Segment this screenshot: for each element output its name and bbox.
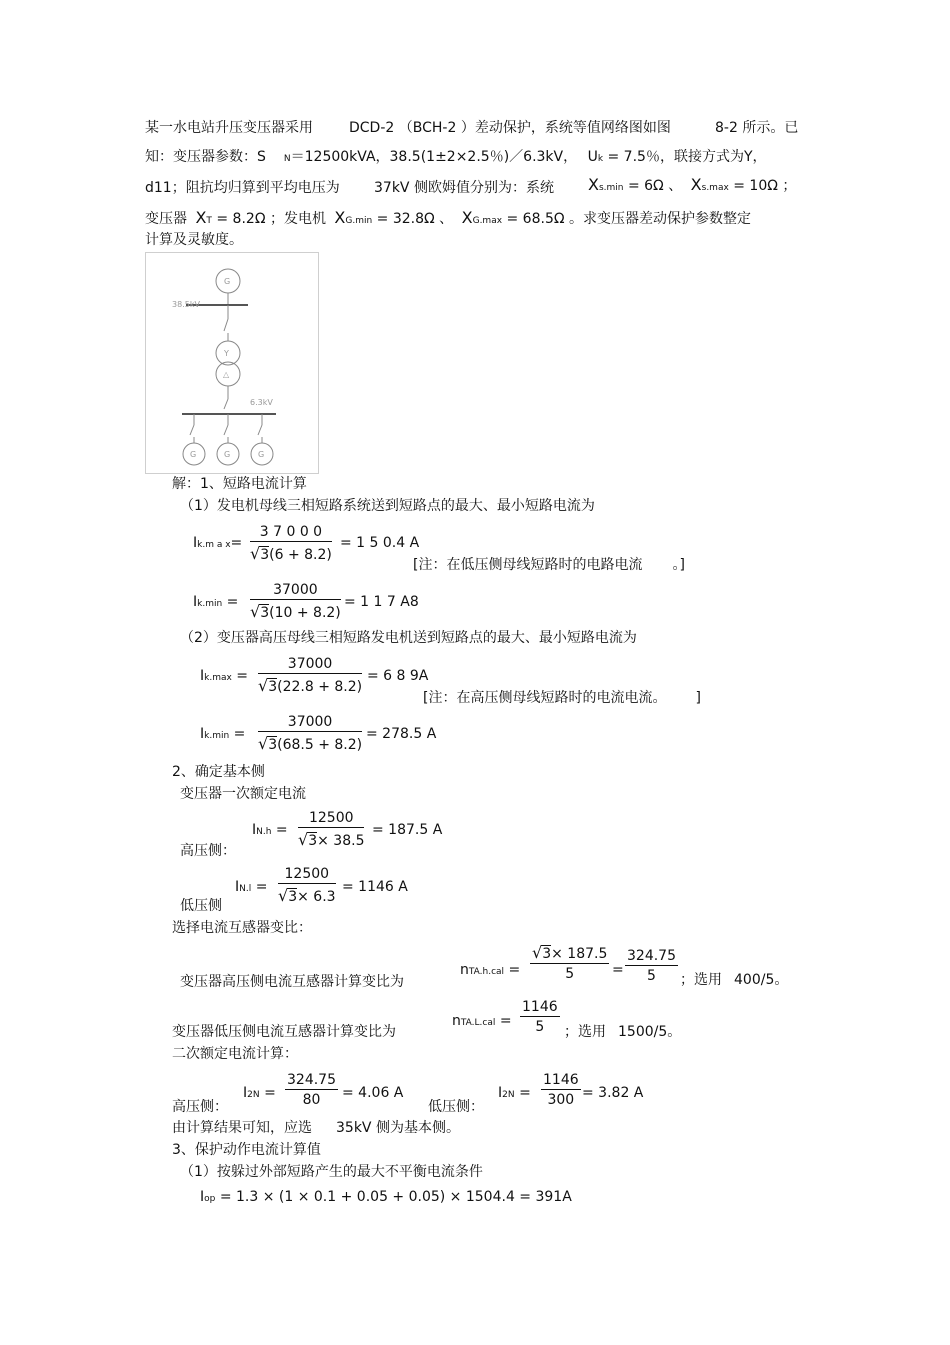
system-diagram bbox=[145, 252, 319, 474]
formula-ikmin-result: = 1 1 7 A8 bbox=[344, 594, 419, 610]
formula-ikmin-fraction: $\frac{37000}{√3(10 + 8.2)}$ bbox=[250, 582, 341, 621]
formula-nta-l-tail: ；选用 1500/5。 bbox=[564, 1024, 682, 1040]
formula-inl-lhs: IN.l = bbox=[235, 879, 268, 895]
problem-line1-b: DCD-2 （BCH-2 ）差动保护，系统等值网络图如图 bbox=[349, 120, 671, 136]
formula-ikmax-fraction: $\frac{3 7 0 0 0}{√3(6 + 8.2)}$ bbox=[250, 524, 332, 563]
network-diagram bbox=[146, 253, 318, 473]
hv-side-label: 高压侧： bbox=[180, 843, 236, 859]
problem-line3-x: Xs.min = 6Ω 、 Xs.max = 10Ω ； bbox=[588, 175, 797, 194]
problem-line3: d11；阻抗均归算到平均电压为 bbox=[145, 180, 340, 196]
formula-i2n-hv-fraction: $\frac{324.75}{80}$ bbox=[287, 1072, 336, 1108]
formula-ikmax-lhs: Ik.m a x= bbox=[193, 535, 243, 551]
solution-title: 解：1、短路电流计算 bbox=[172, 476, 307, 492]
problem-line1-c: 8-2 所示。已 bbox=[715, 120, 799, 136]
formula-i2n-hv-result: = 4.06 A bbox=[342, 1085, 404, 1101]
formula-i2n-hv-lhs: I2N = bbox=[243, 1085, 276, 1101]
problem-line4: 变压器 XT = 8.2Ω ；发电机 XG.min = 32.8Ω 、 XG.max = 68.5Ω 。求变压器差动保护参数整定 bbox=[145, 208, 752, 227]
formula-i2n-lv-result: = 3.82 A bbox=[582, 1085, 644, 1101]
section-3-heading: 2、确定基本侧 bbox=[172, 764, 265, 780]
formula-inh-result: = 187.5 A bbox=[372, 822, 443, 838]
hv-bus-label: 38.5kV bbox=[172, 300, 200, 309]
formula-i2n-lv-lhs: I2N = bbox=[498, 1085, 531, 1101]
formula-hv-ikmax-fraction: $\frac{37000}{√3(22.8 + 8.2)}$ bbox=[258, 656, 363, 695]
formula-inl-result: = 1146 A bbox=[342, 879, 408, 895]
section-1-heading: （1）发电机母线三相短路系统送到短路点的最大、最小短路电流为 bbox=[180, 498, 595, 514]
section-3-sub: 变压器一次额定电流 bbox=[180, 786, 306, 802]
formula-iop: Iop = 1.3 × (1 × 0.1 + 0.05 + 0.05) × 1504.4 = 391A bbox=[200, 1189, 572, 1205]
formula-ikmax-result: = 1 5 0.4 A bbox=[340, 535, 420, 551]
formula-hv-ikmin-lhs: Ik.min = bbox=[200, 726, 246, 742]
formula-nta-h-fraction-2: $\frac{324.75}{5}$ bbox=[627, 948, 676, 984]
section-2-heading: （2）变压器高压母线三相短路发电机送到短路点的最大、最小短路电流为 bbox=[180, 630, 637, 646]
problem-line1: 某一水电站升压变压器采用 bbox=[145, 120, 313, 136]
problem-line2: 知：变压器参数：S N＝12500kVA，38.5(1±2×2.5％)／6.3kV， Uk = 7.5％，联接方式为Y， bbox=[145, 149, 767, 165]
sec-heading: 二次额定电流计算： bbox=[172, 1046, 298, 1062]
trafo-d-label: △ bbox=[223, 370, 230, 379]
formula-hv-ikmax-lhs: Ik.max = bbox=[200, 668, 249, 684]
ct-hv-text: 变压器高压侧电流互感器计算变比为 bbox=[180, 974, 404, 990]
gen-1-label: G bbox=[190, 450, 197, 459]
formula-nta-h-eq2: = bbox=[612, 962, 624, 978]
top-generator-label: G bbox=[224, 277, 231, 286]
section-4-sub: （1）按躲过外部短路产生的最大不平衡电流条件 bbox=[180, 1164, 483, 1180]
problem-line5: 计算及灵敏度。 bbox=[145, 232, 243, 248]
note-2: [注：在高压侧母线短路时的电流电流。 ] bbox=[423, 690, 701, 706]
lv-bus-label: 6.3kV bbox=[250, 398, 273, 407]
formula-inh-lhs: IN.h = bbox=[252, 822, 288, 838]
gen-3-label: G bbox=[258, 450, 265, 459]
formula-nta-l-fraction: $\frac{1146}{5}$ bbox=[522, 999, 558, 1035]
formula-hv-ikmax-result: = 6 8 9A bbox=[367, 668, 429, 684]
note-1: [注：在低压侧母线短路时的电路电流 。] bbox=[413, 557, 685, 573]
formula-i2n-lv-fraction: $\frac{1146}{300}$ bbox=[543, 1072, 579, 1108]
sec-lv-label: 低压侧： bbox=[428, 1099, 484, 1115]
gen-2-label: G bbox=[224, 450, 231, 459]
ct-lv-text: 变压器低压侧电流互感器计算变比为 bbox=[172, 1024, 396, 1040]
formula-ikmin-lhs: Ik.min = bbox=[193, 594, 239, 610]
problem-line3-b: 37kV 侧欧姆值分别为：系统 bbox=[374, 180, 554, 196]
section-4-heading: 3、保护动作电流计算值 bbox=[172, 1142, 321, 1158]
ct-heading: 选择电流互感器变比： bbox=[172, 920, 312, 936]
formula-inh-fraction: $\frac{12500}{√3\times 38.5}$ bbox=[298, 810, 365, 849]
formula-hv-ikmin-result: = 278.5 A bbox=[366, 726, 437, 742]
sec-hv-label: 高压侧： bbox=[172, 1099, 228, 1115]
formula-nta-h-lhs: nTA.h.cal = bbox=[460, 962, 521, 978]
conclusion: 由计算结果可知，应选 35kV 侧为基本侧。 bbox=[172, 1120, 460, 1136]
formula-nta-h-fraction-1: $\frac{√3\times 187.5}{5}$ bbox=[532, 943, 608, 982]
trafo-y-label: Y bbox=[224, 349, 229, 358]
formula-hv-ikmin-fraction: $\frac{37000}{√3(68.5 + 8.2)}$ bbox=[258, 714, 363, 753]
formula-nta-h-tail: ；选用 400/5。 bbox=[680, 972, 789, 988]
formula-inl-fraction: $\frac{12500}{√3\times 6.3}$ bbox=[278, 866, 336, 905]
lv-side-label: 低压侧 bbox=[180, 898, 222, 914]
formula-nta-l-lhs: nTA.L.cal = bbox=[452, 1013, 512, 1029]
